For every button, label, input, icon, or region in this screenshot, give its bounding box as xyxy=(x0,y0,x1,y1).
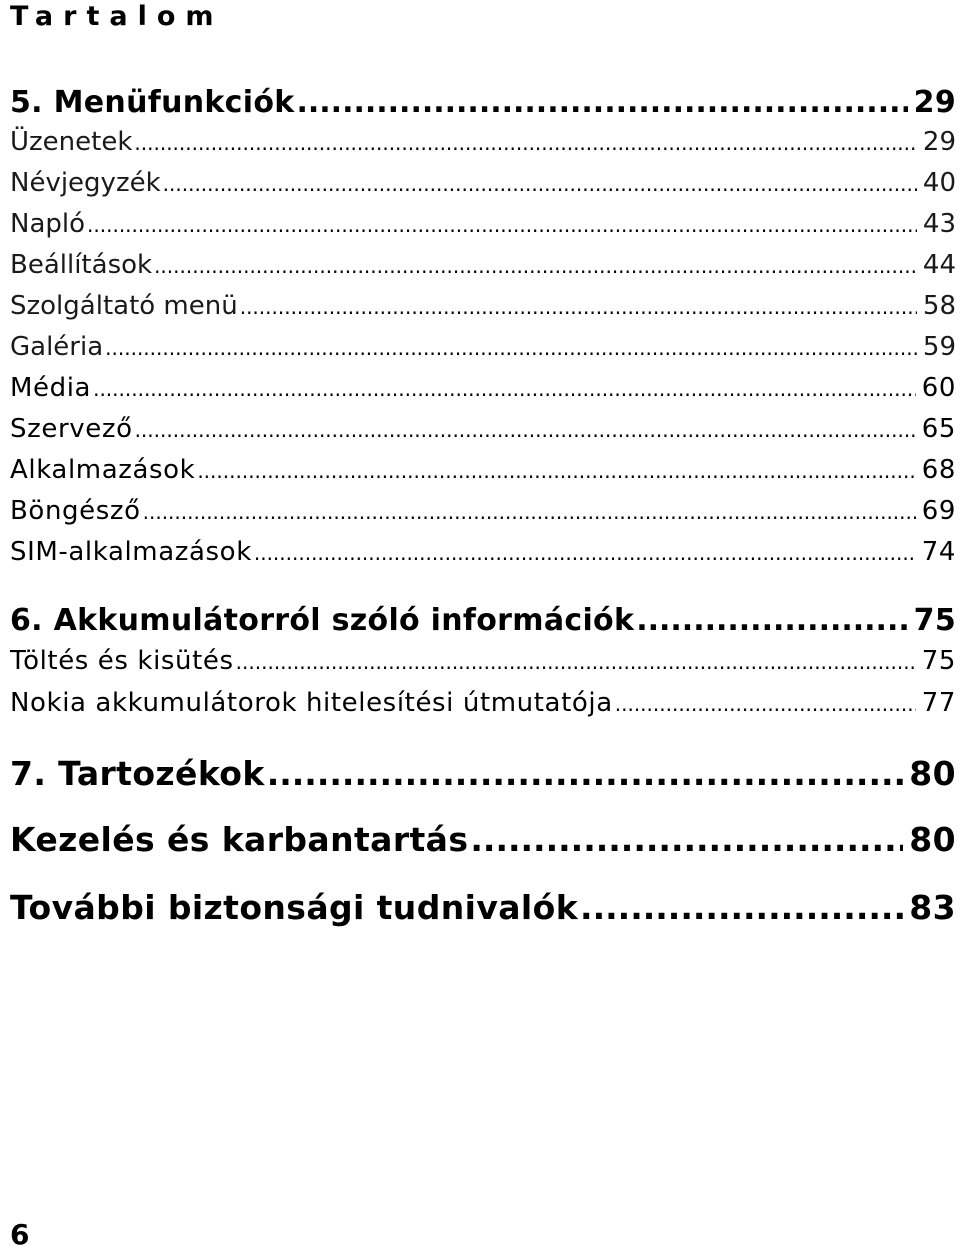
toc-label: Üzenetek xyxy=(10,127,133,157)
toc-entry[interactable] xyxy=(10,644,956,679)
toc-label: Névjegyzék xyxy=(10,168,161,198)
toc-page-number: 75 xyxy=(921,646,956,676)
toc-chapter-heading[interactable] xyxy=(10,754,956,794)
toc-label: Kezelés és karbantartás xyxy=(10,820,469,859)
toc-page-number: 69 xyxy=(921,496,956,526)
toc-page-number: 29 xyxy=(922,127,956,157)
dot-leader xyxy=(240,290,917,324)
toc-page-number: 77 xyxy=(921,688,956,718)
toc-label: Média xyxy=(10,373,92,403)
toc-page-number: 80 xyxy=(909,754,956,793)
dot-leader xyxy=(134,126,917,160)
toc-entry[interactable] xyxy=(10,453,956,488)
toc-page-number: 83 xyxy=(909,888,956,927)
toc-label: Szolgáltató menü xyxy=(10,291,238,321)
toc-label: SIM-alkalmazások xyxy=(10,537,252,567)
toc-page-number: 68 xyxy=(921,455,956,485)
toc-entry[interactable] xyxy=(10,207,956,242)
dot-leader xyxy=(93,372,916,406)
dot-leader xyxy=(267,754,904,794)
toc-label: 7. Tartozékok xyxy=(10,754,265,793)
toc-section-heading[interactable] xyxy=(10,84,956,122)
toc-label: 5. Menüfunkciók xyxy=(10,85,295,120)
toc-entry[interactable] xyxy=(10,166,956,201)
toc-page-number: 40 xyxy=(922,168,956,198)
dot-leader xyxy=(296,84,907,122)
dot-leader xyxy=(197,454,915,488)
dot-leader xyxy=(236,645,916,679)
dot-leader xyxy=(580,888,903,928)
toc-page-number: 75 xyxy=(913,603,956,638)
toc-entry[interactable] xyxy=(10,330,956,365)
toc-entry[interactable] xyxy=(10,412,956,447)
toc-label: Nokia akkumulátorok hitelesítési útmutatója xyxy=(10,688,613,718)
toc-label: Galéria xyxy=(10,332,104,362)
dot-leader xyxy=(163,167,917,201)
toc-page-number: 58 xyxy=(922,291,956,321)
toc-label: Alkalmazások xyxy=(10,455,196,485)
toc-label: 6. Akkumulátorról szóló információk xyxy=(10,603,635,638)
dot-leader xyxy=(615,687,916,721)
toc-entry[interactable] xyxy=(10,686,956,721)
dot-leader xyxy=(470,820,903,860)
toc-label: Beállítások xyxy=(10,250,153,280)
dot-leader xyxy=(105,331,917,365)
dot-leader xyxy=(135,413,916,447)
dot-leader xyxy=(143,495,916,529)
dot-leader xyxy=(87,208,917,242)
toc-entry[interactable] xyxy=(10,494,956,529)
toc-entry[interactable] xyxy=(10,248,956,283)
toc-page-number: 43 xyxy=(922,209,956,239)
toc-entry[interactable] xyxy=(10,535,956,570)
dot-leader xyxy=(154,249,917,283)
toc-chapter-heading[interactable] xyxy=(10,820,956,860)
page-title: Tartalom xyxy=(10,1,224,32)
toc-label: Napló xyxy=(10,209,86,239)
toc-entry[interactable] xyxy=(10,371,956,406)
dot-leader xyxy=(254,536,916,570)
toc-entry[interactable] xyxy=(10,125,956,160)
page-number: 6 xyxy=(10,1218,30,1251)
toc-chapter-heading[interactable] xyxy=(10,888,956,928)
toc-page-number: 59 xyxy=(922,332,956,362)
dot-leader xyxy=(636,602,907,640)
toc-page-number: 80 xyxy=(909,820,956,859)
toc-label: Szervező xyxy=(10,414,133,444)
toc-entry[interactable] xyxy=(10,289,956,324)
toc-page-number: 74 xyxy=(921,537,956,567)
toc-page-number: 44 xyxy=(922,250,956,280)
toc-label: További biztonsági tudnivalók xyxy=(10,888,579,927)
toc-label: Töltés és kisütés xyxy=(10,646,234,676)
toc-page-number: 60 xyxy=(921,373,956,403)
toc-label: Böngésző xyxy=(10,496,141,526)
toc-page-number: 29 xyxy=(913,85,956,120)
toc-page-number: 65 xyxy=(921,414,956,444)
toc-section-heading[interactable] xyxy=(10,602,956,640)
